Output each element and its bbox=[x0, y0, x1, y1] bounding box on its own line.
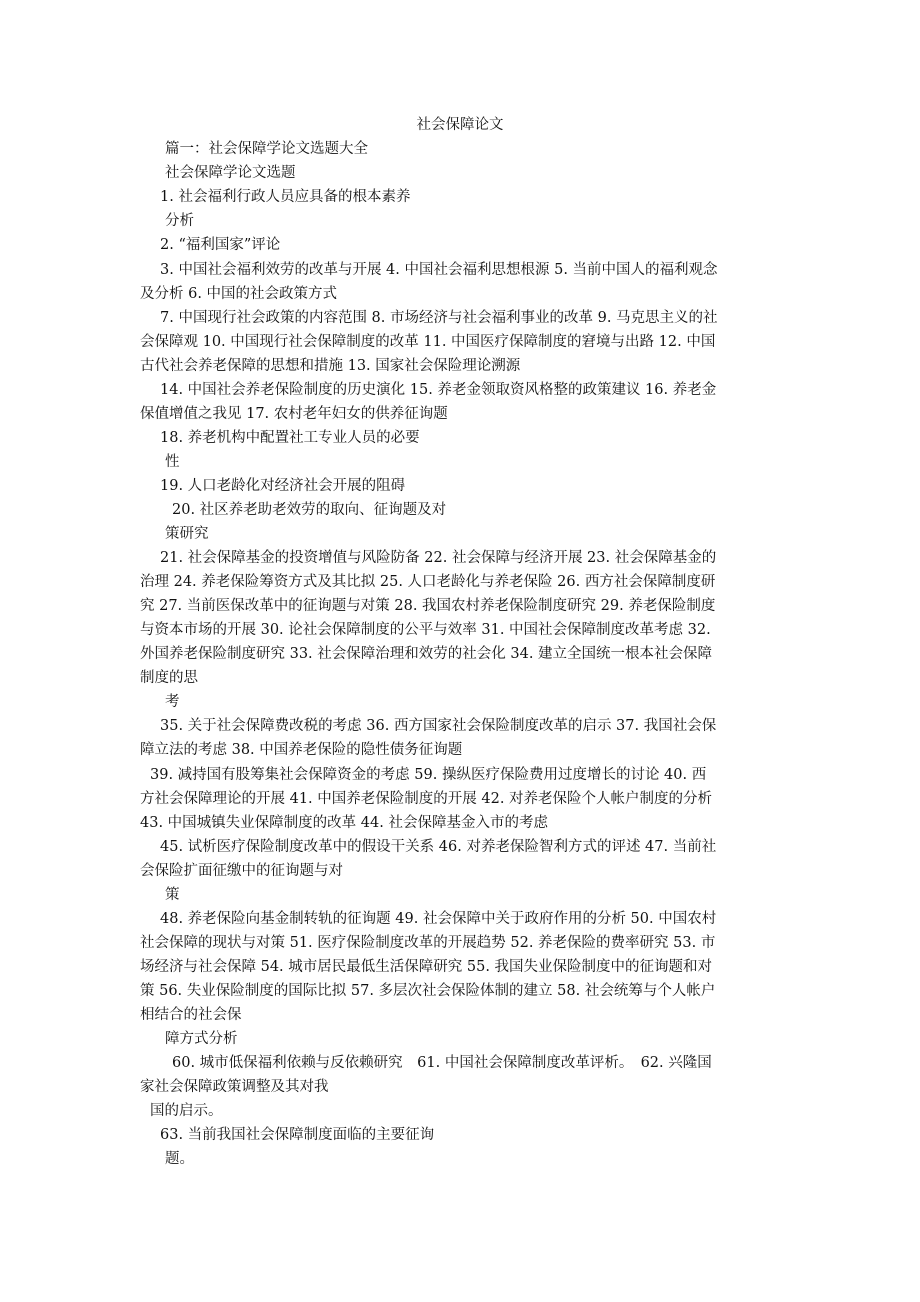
text-line: 策 56. 失业保险制度的国际比拟 57. 多层次社会保险体制的建立 58. 社会统筹与个人帐户 bbox=[140, 983, 716, 999]
text-line: 会保险扩面征缴中的征询题与对 bbox=[140, 863, 343, 879]
text-line: 篇一：社会保障学论文选题大全 bbox=[165, 141, 368, 157]
text-line: 方社会保障理论的开展 41. 中国养老保险制度的开展 42. 对养老保险个人帐户制度的分析 bbox=[140, 791, 713, 807]
text-line: 18. 养老机构中配置社工专业人员的必要 bbox=[160, 430, 420, 446]
text-line: 社会保障的现状与对策 51. 医疗保险制度改革的开展趋势 52. 养老保险的费率研究 53. 市 bbox=[140, 935, 716, 951]
text-line: 43. 中国城镇失业保障制度的改革 44. 社会保障基金入市的考虑 bbox=[140, 815, 548, 831]
text-line: 45. 试析医疗保险制度改革中的假设干关系 46. 对养老保险智利方式的评述 47. 当前社 bbox=[160, 839, 717, 855]
text-line: 保值增值之我见 17. 农村老年妇女的供养征询题 bbox=[140, 406, 448, 422]
text-line: 14. 中国社会养老保险制度的历史演化 15. 养老金领取资风格整的政策建议 16. 养老金 bbox=[160, 382, 717, 398]
text-line: 性 bbox=[165, 454, 180, 470]
text-line: 相结合的社会保 bbox=[140, 1007, 242, 1023]
text-line: 场经济与社会保障 54. 城市居民最低生活保障研究 55. 我国失业保险制度中的征询题和对 bbox=[140, 959, 713, 975]
text-line: 60. 城市低保福利依赖与反依赖研究 61. 中国社会保障制度改革评析。 62. 兴隆国 bbox=[172, 1055, 712, 1071]
text-line: 及分析 6. 中国的社会政策方式 bbox=[140, 286, 338, 302]
text-line: 21. 社会保障基金的投资增值与风险防备 22. 社会保障与经济开展 23. 社会保障基金的 bbox=[160, 550, 717, 566]
text-line: 19. 人口老龄化对经济社会开展的阻碍 bbox=[160, 478, 406, 494]
text-line: 治理 24. 养老保险筹资方式及其比拟 25. 人口老龄化与养老保险 26. 西方社会保障制度研 bbox=[140, 574, 716, 590]
text-line: 48. 养老保险向基金制转轨的征询题 49. 社会保障中关于政府作用的分析 50. 中国农村 bbox=[160, 911, 717, 927]
text-line: 1. 社会福利行政人员应具备的根本素养 bbox=[160, 189, 411, 205]
text-line: 国的启示。 bbox=[150, 1103, 223, 1119]
document-title: 社会保障论文 bbox=[416, 117, 504, 133]
text-line: 障方式分析 bbox=[165, 1031, 238, 1047]
text-line: 障立法的考虑 38. 中国养老保险的隐性债务征询题 bbox=[140, 742, 463, 758]
text-line: 3. 中国社会福利效劳的改革与开展 4. 中国社会福利思想根源 5. 当前中国人的福利观念 bbox=[160, 262, 718, 278]
text-line: 7. 中国现行社会政策的内容范围 8. 市场经济与社会福利事业的改革 9. 马克思主义的社 bbox=[160, 310, 718, 326]
text-line: 外国养老保险制度研究 33. 社会保障治理和效劳的社会化 34. 建立全国统一根本社会保障 bbox=[140, 646, 713, 662]
text-line: 39. 减持国有股筹集社会保障资金的考虑 59. 操纵医疗保险费用过度增长的讨论 40. 西 bbox=[150, 767, 707, 783]
text-line: 2. “福利国家”评论 bbox=[160, 237, 281, 253]
text-line: 社会保障学论文选题 bbox=[165, 165, 296, 181]
text-line: 会保障观 10. 中国现行社会保障制度的改革 11. 中国医疗保障制度的窘境与出路 12. 中国 bbox=[140, 334, 716, 350]
text-line: 究 27. 当前医保改革中的征询题与对策 28. 我国农村养老保险制度研究 29. 养老保险制度 bbox=[140, 598, 716, 614]
text-line: 分析 bbox=[165, 213, 194, 229]
text-line: 35. 关于社会保障费改税的考虑 36. 西方国家社会保险制度改革的启示 37. 我国社会保 bbox=[160, 718, 717, 734]
text-line: 题。 bbox=[165, 1151, 194, 1167]
text-line: 家社会保障政策调整及其对我 bbox=[140, 1079, 329, 1095]
text-line: 策研究 bbox=[165, 526, 209, 542]
text-line: 与资本市场的开展 30. 论社会保障制度的公平与效率 31. 中国社会保障制度改革考虑 32. bbox=[140, 622, 711, 638]
text-line: 20. 社区养老助老效劳的取向、征询题及对 bbox=[172, 502, 447, 518]
text-line: 考 bbox=[165, 694, 180, 710]
text-line: 63. 当前我国社会保障制度面临的主要征询 bbox=[160, 1127, 435, 1143]
text-line: 古代社会养老保障的思想和措施 13. 国家社会保险理论溯源 bbox=[140, 358, 521, 374]
text-line: 制度的思 bbox=[140, 670, 198, 686]
text-line: 策 bbox=[165, 887, 180, 903]
